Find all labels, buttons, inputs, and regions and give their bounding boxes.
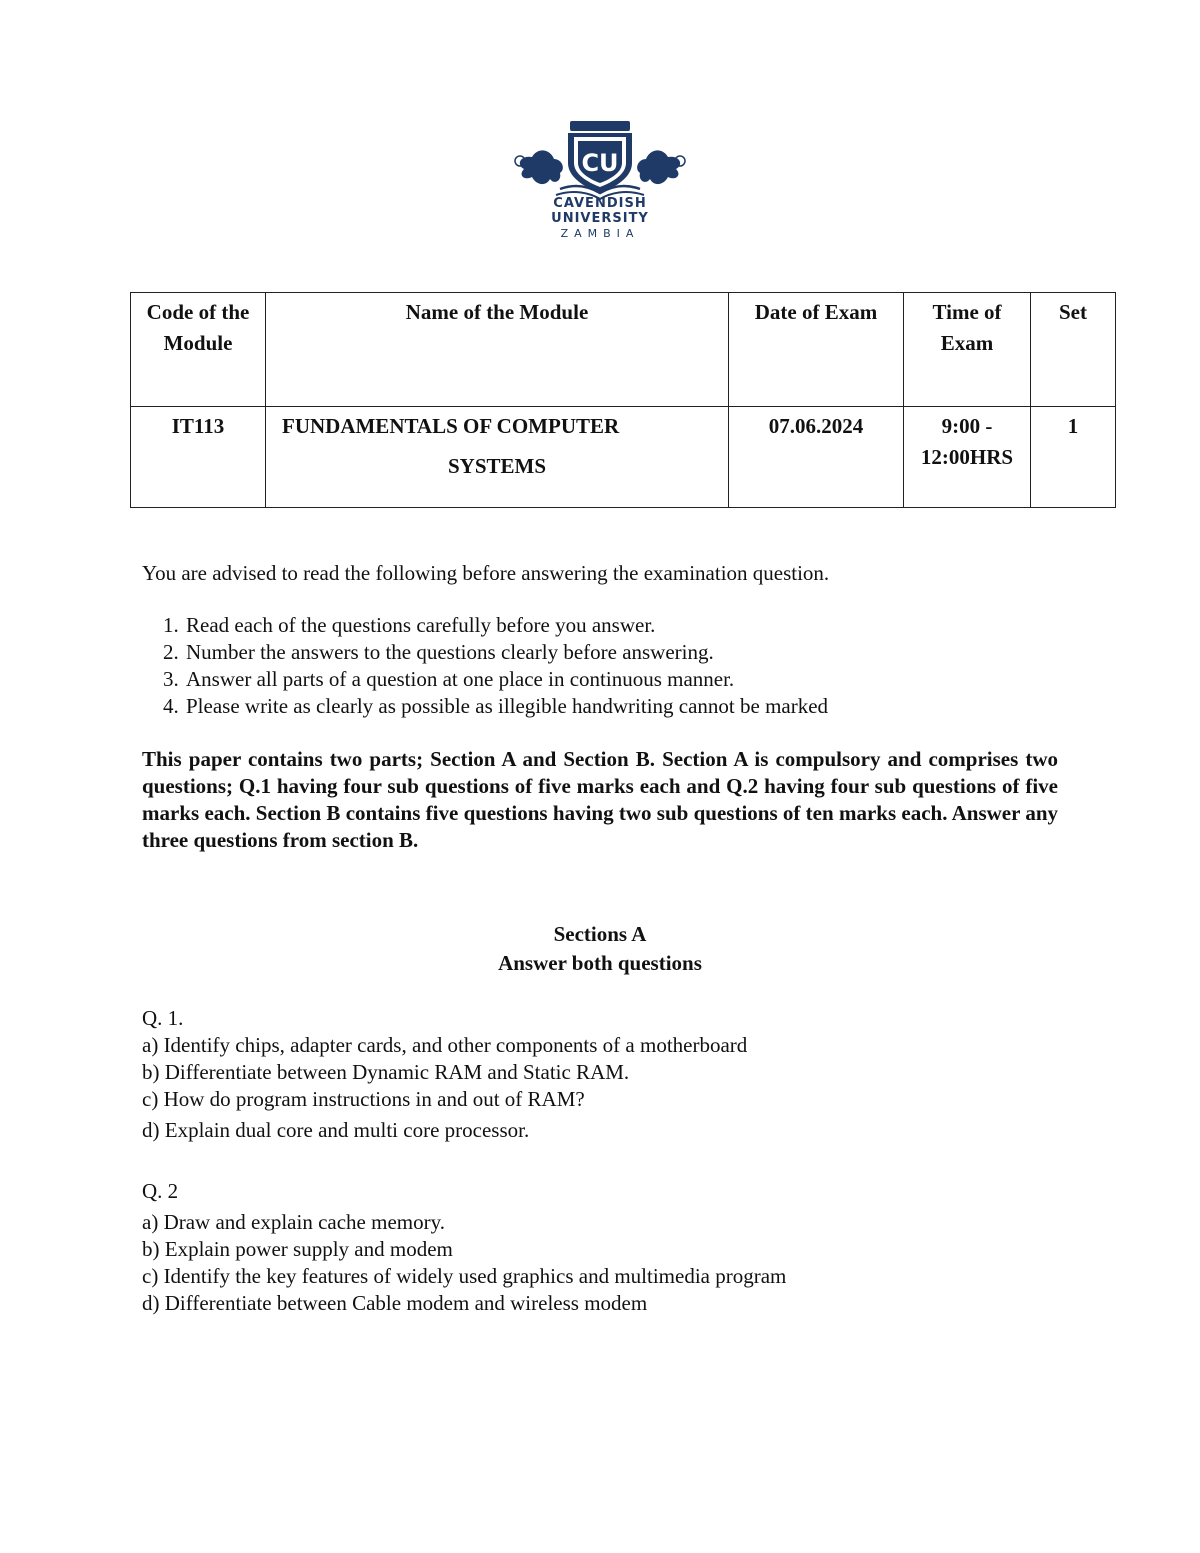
sub-question: d) Explain dual core and multi core processor. xyxy=(142,1118,530,1142)
module-code: IT113 xyxy=(131,407,266,508)
sub-question: b) Explain power supply and modem xyxy=(142,1237,453,1261)
table-header-row xyxy=(131,293,1116,407)
paper-structure-text: This paper contains two parts; Section A and Section B. Section A is compulsory and comprises two questions; Q.1 having four sub questions of five marks each and Q.2 having four sub questions of five marks each. Section B contains five questions having two sub questions of ten marks each. Answer any three questions from section B. xyxy=(142,747,1058,852)
logo-line-3: ZAMBIA xyxy=(560,227,640,240)
header-code: Code of the Module xyxy=(131,293,266,407)
svg-text:CU: CU xyxy=(581,149,619,177)
question-2 xyxy=(142,1178,786,1317)
list-item: 2. Number the answers to the questions clearly before answering. xyxy=(184,639,828,666)
header-name: Name of the Module xyxy=(266,293,729,407)
section-title: Sections A xyxy=(553,922,647,946)
university-logo-text xyxy=(510,196,690,241)
module-name-line-2: SYSTEMS xyxy=(447,454,547,478)
sub-question: a) Draw and explain cache memory. xyxy=(142,1210,445,1234)
header-time: Time of Exam xyxy=(904,293,1031,407)
logo-line-1: CAVENDISH xyxy=(553,196,647,211)
question-label: Q. 2 xyxy=(142,1179,179,1203)
module-name-cell xyxy=(266,407,729,508)
table-row xyxy=(131,407,1116,508)
sub-question: d) Differentiate between Cable modem and wireless modem xyxy=(142,1291,648,1315)
sub-question: b) Differentiate between Dynamic RAM and Static RAM. xyxy=(142,1060,630,1084)
question-1 xyxy=(142,1005,747,1144)
header-date: Date of Exam xyxy=(729,293,904,407)
exam-time: 9:00 - 12:00HRS xyxy=(904,407,1031,508)
exam-date: 07.06.2024 xyxy=(729,407,904,508)
module-name-line-1: FUNDAMENTALS OF COMPUTER xyxy=(282,414,620,438)
sub-question: c) How do program instructions in and out of RAM? xyxy=(142,1087,585,1111)
rules-list xyxy=(142,612,828,720)
exam-set: 1 xyxy=(1031,407,1116,508)
header-set: Set xyxy=(1031,293,1116,407)
sub-question: a) Identify chips, adapter cards, and other components of a motherboard xyxy=(142,1033,748,1057)
list-item: 3. Answer all parts of a question at one place in continuous manner. xyxy=(184,666,828,693)
section-subtitle: Answer both questions xyxy=(498,951,702,975)
logo-line-2: UNIVERSITY xyxy=(551,211,649,226)
advice-text: You are advised to read the following before answering the examination question. xyxy=(142,561,830,585)
module-info-table xyxy=(130,292,1116,508)
question-label: Q. 1. xyxy=(142,1006,184,1030)
list-item: 1. Read each of the questions carefully before you answer. xyxy=(184,612,828,639)
sub-question: c) Identify the key features of widely used graphics and multimedia program xyxy=(142,1264,787,1288)
list-item: 4. Please write as clearly as possible as illegible handwriting cannot be marked xyxy=(184,693,828,720)
